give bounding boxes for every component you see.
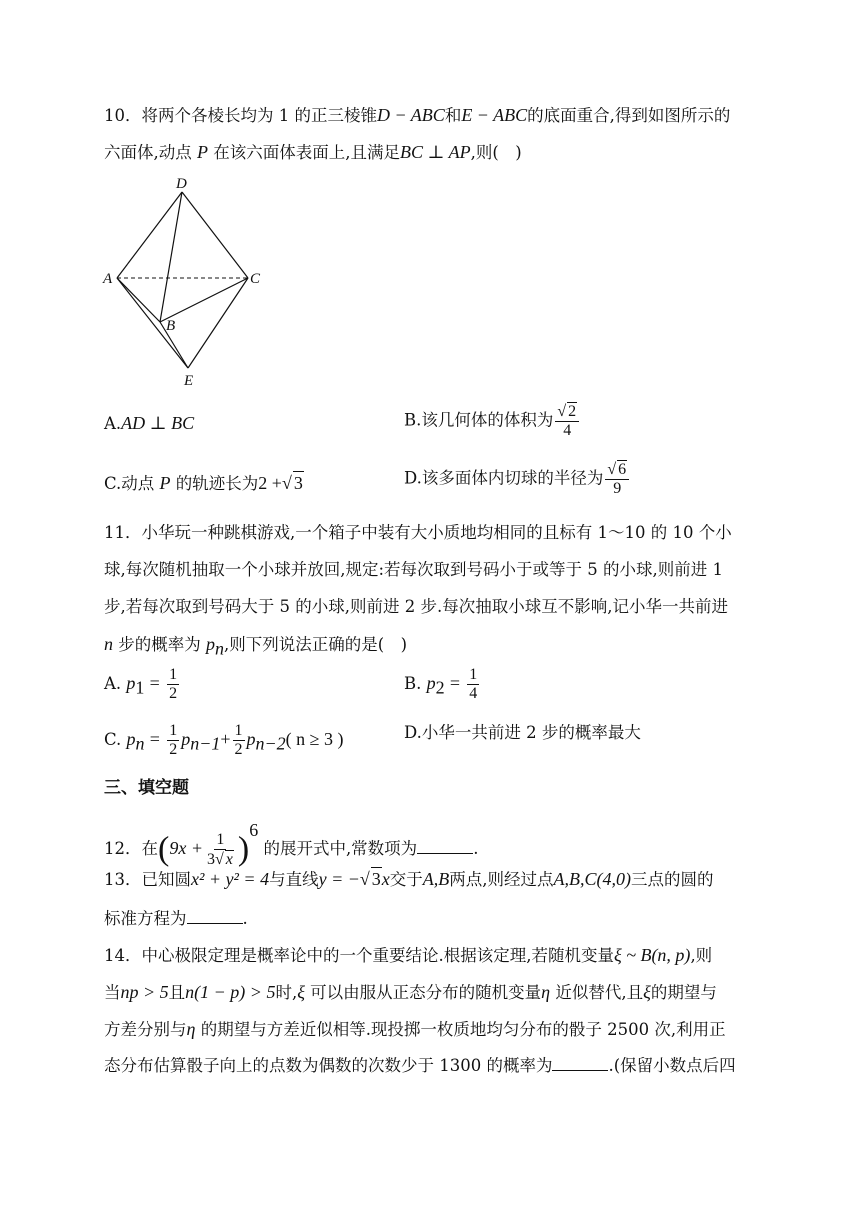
q11-option-a: A. $p_1$ = $\frac{1}{2}$ [104, 666, 178, 702]
fraction: $\frac{1}{3√ x}$ [206, 830, 233, 868]
q10-line-1: 10．将两个各棱长均为 1 的正三棱锥D − ABC和E − ABC的底面重合,得到如图所示的 [104, 105, 731, 125]
q10-option-a: A.AD ⊥ BC [104, 413, 195, 433]
label-a: A [103, 271, 113, 287]
tetrahedron-d-abc: D − ABC [376, 105, 445, 125]
q11-line-3: 步,若每次取到号码大于 5 的小球,则前进 2 步.每次抽取小球互不影响,记小华一共前进 [104, 597, 728, 616]
answer-blank[interactable] [552, 1056, 608, 1071]
perpendicular-condition: BC ⊥ AP [400, 142, 471, 162]
q13-line-2: 标准方程为 . [104, 909, 248, 928]
fraction: $\frac{√ 2}{4}$ [555, 402, 579, 440]
q10-option-d: D.该多面体内切球的半径为 $\frac{√ 6}{9}$ [404, 460, 631, 498]
fraction: $\frac{1}{2}$ [234, 722, 243, 758]
answer-blank[interactable] [417, 839, 473, 854]
label-d: D [176, 176, 187, 192]
q10-option-b: B.该几何体的体积为 $\frac{√ 2}{4}$ [404, 402, 581, 440]
q11-option-c: C. $p_n$ = $\frac{1}{2}$ $p_{n-1}+$ $\frac{1}{2}$ $p_{n-2}$( n ≥ 3 ) [104, 722, 344, 758]
q11-line-4: n 步的概率为 $p_n$,则下列说法正确的是( ) [104, 634, 408, 659]
fraction: $\frac{√ 6}{9}$ [605, 460, 629, 498]
answer-blank[interactable] [187, 909, 243, 924]
label-b: B [166, 318, 176, 334]
q14-line-3: 方差分别与η 的期望与方差近似相等.现投掷一枚质地均匀分布的骰子 2500 次,利用正 [104, 1019, 726, 1039]
fraction: $\frac{1}{2}$ [169, 666, 178, 702]
q11-line-1: 11．小华玩一种跳棋游戏,一个箱子中装有大小质地均相同的且标有 1～10 的 10 个小 [104, 523, 732, 542]
q11-line-2: 球,每次随机抽取一个小球并放回,规定:若每次取到号码小于或等于 5 的小球,则前进 1 [104, 560, 724, 579]
hexahedron-figure [100, 172, 270, 390]
fraction: $\frac{1}{2}$ [169, 722, 178, 758]
label-e: E [184, 373, 194, 389]
label-c: C [250, 271, 261, 287]
q13-line-1: 13．已知圆x² + y² = 4与直线y = −√ 3x交于A,B两点,则经过点A,B,C(4,0)三点的圆的 [104, 869, 714, 889]
q10-option-c: C.动点 P 的轨迹长为2 +√ 3 [104, 473, 303, 493]
section-title: 三、填空题 [104, 778, 189, 798]
tetrahedron-e-abc: E − ABC [461, 105, 528, 125]
q14-line-1: 14．中心极限定理是概率论中的一个重要结论.根据该定理,若随机变量ξ ~ B(n, p),则 [104, 945, 713, 965]
q12-line: 12．在(9x + $\frac{1}{3√ x}$ )$^6$ 的展开式中,常数项为 . [104, 820, 479, 868]
q14-line-2: 当np > 5且n(1 − p) > 5时,ξ 可以由服从正态分布的随机变量η 近似替代,且ξ的期望与 [104, 982, 717, 1002]
q10-line-2: 六面体,动点 P 在该六面体表面上,且满足BC ⊥ AP,则( ) [104, 142, 522, 162]
q11-option-b: B. $p_2$ = $\frac{1}{4}$ [404, 666, 478, 702]
fraction: $\frac{1}{4}$ [469, 666, 478, 702]
q11-option-d: D.小华一共前进 2 步的概率最大 [404, 723, 641, 742]
q14-line-4: 态分布估算骰子向上的点数为偶数的次数少于 1300 的概率为 .(保留小数点后四 [104, 1056, 736, 1075]
